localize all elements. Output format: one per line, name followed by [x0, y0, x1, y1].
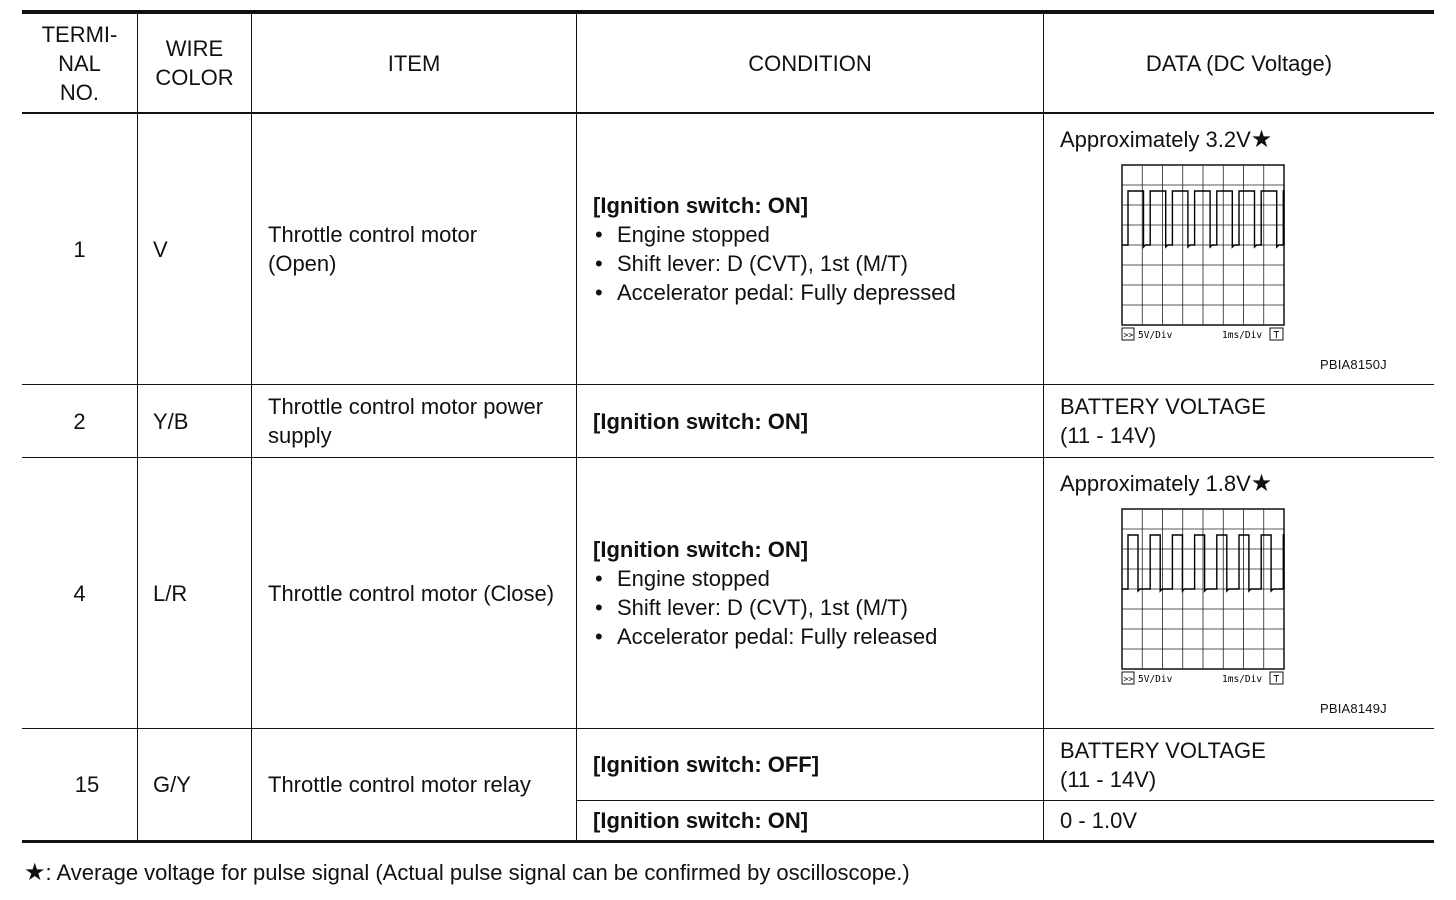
header-terminal-line: NAL — [58, 50, 101, 76]
item-line: Throttle control motor power — [268, 394, 544, 419]
scope-time-div: 1ms/Div — [1222, 330, 1263, 341]
oscilloscope-waveform-close — [1120, 508, 1286, 690]
item-line: (Open) — [268, 251, 337, 276]
row-1-condition — [593, 114, 1041, 384]
row-15-data-on — [1060, 801, 1430, 840]
column-divider — [576, 12, 577, 842]
figure-code: PBIA8149J — [1320, 701, 1387, 716]
row-2-condition — [593, 385, 1041, 457]
wire-color: L/R — [153, 580, 188, 606]
condition-bullet: • Engine stopped — [593, 220, 1041, 249]
header-data-label: DATA (DC Voltage) — [1145, 50, 1333, 76]
header-wire-color — [138, 14, 251, 112]
oscilloscope-waveform-open — [1120, 164, 1286, 346]
row-15-wire — [153, 729, 251, 840]
column-divider — [1043, 12, 1044, 842]
wire-color: Y/B — [153, 408, 189, 434]
condition-bullet: • Shift lever: D (CVT), 1st (M/T) — [593, 249, 1041, 278]
header-terminal-line: TERMI- — [41, 21, 118, 47]
terminal-number: 1 — [73, 236, 86, 262]
data-line: (11 - 14V) — [1060, 766, 1157, 792]
row-2-terminal — [22, 385, 137, 457]
wire-color: V — [153, 236, 168, 262]
row-2-wire — [153, 385, 251, 457]
condition-bullet: • Shift lever: D (CVT), 1st (M/T) — [593, 593, 1041, 622]
voltage-value: Approximately 1.8V — [1060, 471, 1251, 496]
terminal-number: 4 — [73, 580, 86, 606]
condition-heading: [Ignition switch: ON] — [593, 537, 809, 562]
header-wire-line: WIRE — [165, 36, 224, 61]
item-line: Throttle control motor (Close) — [268, 580, 555, 606]
column-divider — [251, 12, 252, 842]
header-item — [252, 14, 576, 112]
star-icon: ★ — [24, 859, 46, 886]
voltage-value: Approximately 3.2V — [1060, 127, 1251, 152]
row-15-condition-off — [593, 729, 1041, 800]
figure-code: PBIA8150J — [1320, 357, 1387, 372]
wire-color: G/Y — [153, 772, 191, 797]
header-condition — [577, 14, 1043, 112]
row-1-item — [268, 114, 574, 384]
data-line: BATTERY VOLTAGE — [1060, 394, 1266, 419]
item-line: supply — [268, 423, 332, 448]
scope-arrow-label: >> — [1123, 674, 1134, 684]
row-2-data — [1060, 385, 1430, 457]
header-data — [1044, 14, 1434, 112]
data-line: 0 - 1.0V — [1060, 808, 1138, 833]
row-15-item — [268, 729, 574, 840]
row-4-data-text — [1060, 469, 1430, 499]
star-icon: ★ — [1250, 470, 1273, 497]
column-divider — [137, 12, 138, 842]
condition-bullet: • Engine stopped — [593, 564, 1041, 593]
condition-heading: [Ignition switch: ON] — [593, 193, 809, 218]
scope-volt-div: 5V/Div — [1138, 674, 1173, 685]
star-icon: ★ — [1250, 126, 1273, 153]
row-4-item — [268, 458, 574, 728]
item-line: Throttle control motor relay — [268, 772, 531, 797]
row-4-terminal — [22, 458, 137, 728]
item-line: Throttle control motor — [268, 222, 478, 247]
row-15-condition-on — [593, 801, 1041, 840]
condition-heading: [Ignition switch: ON] — [593, 408, 809, 434]
data-line: (11 - 14V) — [1060, 423, 1157, 448]
table-bottom-border — [22, 840, 1434, 843]
row-15-terminal — [22, 729, 152, 840]
header-condition-label: CONDITION — [748, 50, 872, 76]
condition-bullet: • Accelerator pedal: Fully released — [593, 622, 1041, 651]
header-terminal — [22, 14, 137, 112]
scope-volt-div: 5V/Div — [1138, 330, 1173, 341]
data-line: BATTERY VOLTAGE — [1060, 737, 1266, 763]
header-wire-line: COLOR — [155, 65, 234, 90]
scope-trigger-label: T — [1273, 330, 1280, 341]
condition-heading: [Ignition switch: OFF] — [593, 752, 820, 777]
row-2-item — [268, 385, 574, 457]
scope-time-div: 1ms/Div — [1222, 674, 1263, 685]
scope-arrow-label: >> — [1123, 330, 1134, 340]
row-4-wire — [153, 458, 251, 728]
scope-trigger-label: T — [1273, 674, 1280, 685]
header-item-label: ITEM — [387, 50, 441, 76]
header-terminal-line: NO. — [59, 79, 100, 105]
terminal-number: 2 — [73, 408, 86, 434]
condition-heading: [Ignition switch: ON] — [593, 808, 809, 833]
row-15-data-off — [1060, 729, 1430, 800]
terminal-number: 15 — [74, 772, 100, 797]
footnote — [24, 858, 910, 887]
row-1-terminal — [22, 114, 137, 384]
row-1-wire — [153, 114, 251, 384]
footnote-text: : Average voltage for pulse signal (Actual pulse signal can be confirmed by oscilloscope.) — [45, 860, 910, 885]
row-1-data-text — [1060, 125, 1430, 155]
condition-bullet: • Accelerator pedal: Fully depressed — [593, 278, 1041, 307]
row-4-condition — [593, 458, 1041, 728]
